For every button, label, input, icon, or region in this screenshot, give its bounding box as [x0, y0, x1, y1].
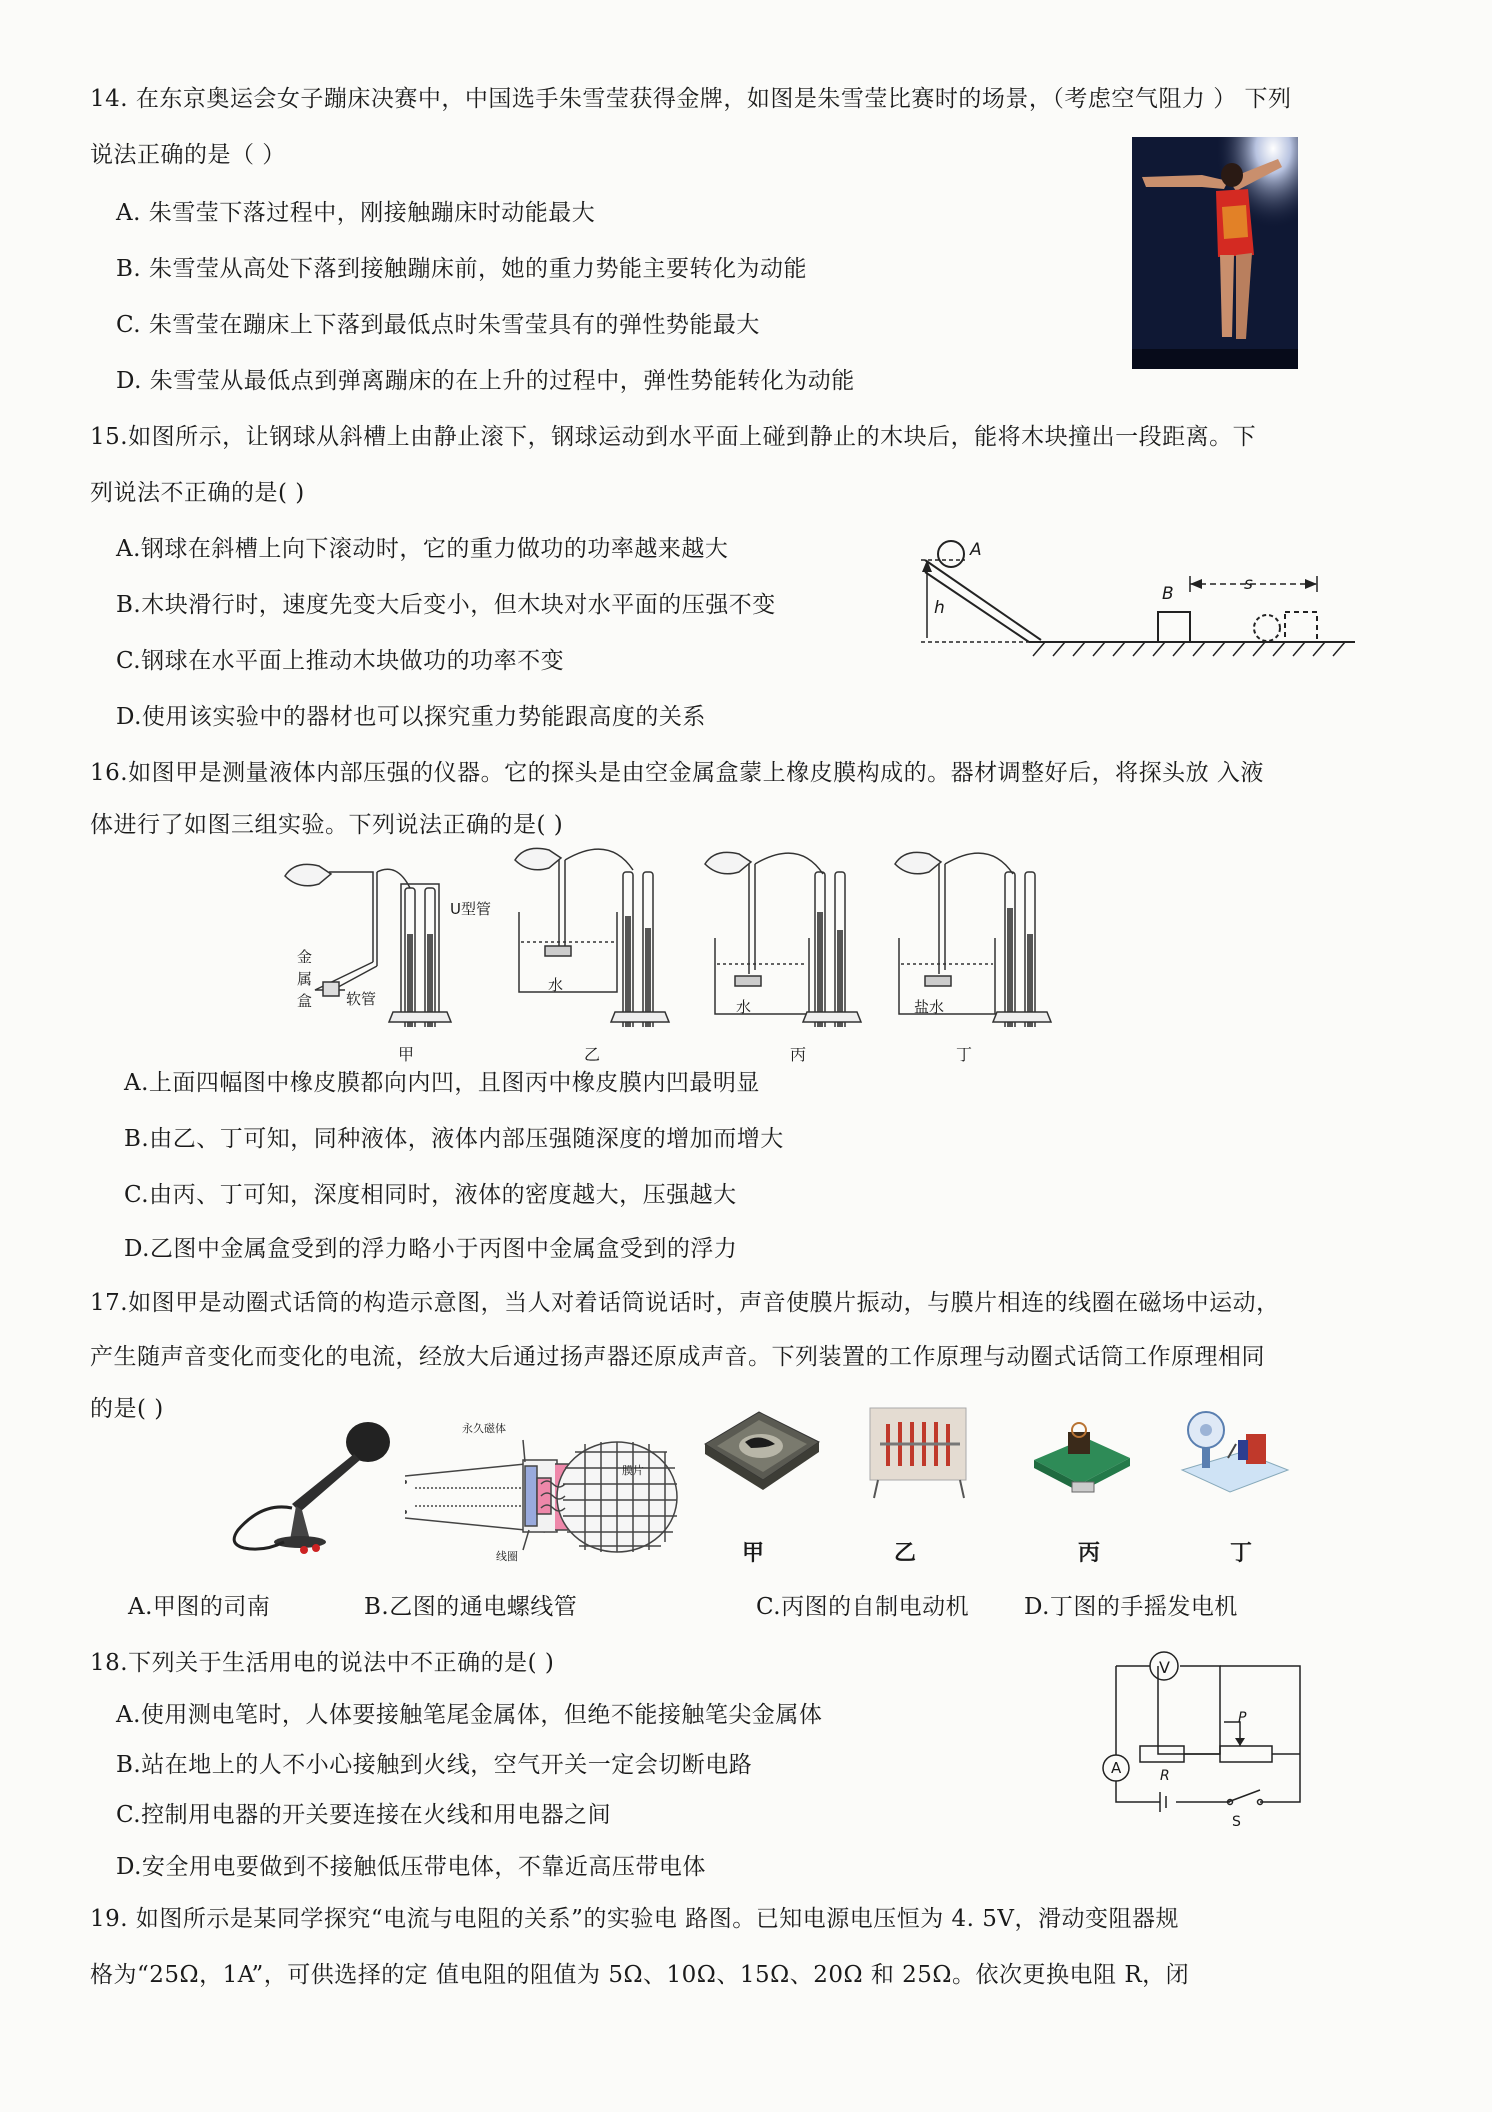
slider-label: P	[1238, 1710, 1247, 1726]
ball-label: A	[970, 540, 982, 560]
q18-option-a: A.使用测电笔时，人体要接触笔尾金属体，但绝不能接触笔尖金属体	[116, 1702, 823, 1728]
q17-stem-line3: 的是( )	[90, 1396, 164, 1422]
microphone-photo	[220, 1420, 400, 1560]
voltmeter-label: V	[1159, 1658, 1170, 1677]
q17-option-a: A.甲图的司南	[128, 1594, 271, 1620]
water-label-bing: 水	[736, 998, 752, 1016]
dynamic-mic-structure-diagram	[405, 1422, 685, 1562]
q18-option-d: D.安全用电要做到不接触低压带电体，不靠近高压带电体	[116, 1854, 706, 1880]
figure-caption-yi: 乙	[584, 1045, 601, 1064]
q19-stem-line2: 格为“25Ω，1A”，可供选择的定 值电阻的阻值为 5Ω、10Ω、15Ω、20Ω 和 25Ω。依次更换电阻 R，闭	[90, 1962, 1190, 1988]
q15-option-a: A.钢球在斜槽上向下滚动时，它的重力做功的功率越来越大	[116, 536, 729, 562]
q17-caption-yi: 乙	[894, 1541, 917, 1566]
q16-option-a: A.上面四幅图中橡皮膜都向内凹，且图丙中橡皮膜内凹最明显	[124, 1070, 760, 1096]
distance-label: s	[1244, 574, 1253, 594]
ammeter-label: A	[1111, 1759, 1122, 1777]
q16-option-d: D.乙图中金属盒受到的浮力略小于丙图中金属盒受到的浮力	[124, 1236, 738, 1262]
q14-stem-line1: 14. 在东京奥运会女子蹦床决赛中，中国选手朱雪莹获得金牌，如图是朱雪莹比赛时的场景，（考虑空气阻力 ） 下列	[90, 86, 1292, 112]
q18-option-b: B.站在地上的人不小心接触到火线，空气开关一定会切断电路	[116, 1752, 753, 1778]
q14-stem-line2: 说法正确的是（ ）	[90, 142, 286, 168]
q16-stem-line2: 体进行了如图三组实验。下列说法正确的是( )	[90, 812, 564, 838]
water-label-yi: 水	[548, 976, 564, 994]
height-label: h	[934, 598, 945, 618]
saltwater-label: 盐水	[914, 998, 945, 1016]
q19-stem-line1: 19. 如图所示是某同学探究“电流与电阻的关系”的实验电 路图。已知电源电压恒为 4. 5V，滑动变阻器规	[90, 1906, 1180, 1932]
q17-option-b: B.乙图的通电螺线管	[364, 1594, 578, 1620]
hand-crank-generator-image	[1172, 1400, 1292, 1500]
q17-option-c: C.丙图的自制电动机	[756, 1594, 970, 1620]
q15-stem-line1: 15.如图所示，让钢球从斜槽上由静止滚下，钢球运动到水平面上碰到静止的木块后，能将木块撞出一段距离。下	[90, 424, 1257, 450]
q14-option-a: A. 朱雪莹下落过程中，刚接触蹦床时动能最大	[116, 200, 596, 226]
q16-option-c: C.由丙、丁可知，深度相同时，液体的密度越大，压强越大	[124, 1182, 737, 1208]
q15-option-d: D.使用该实验中的器材也可以探究重力势能跟高度的关系	[116, 704, 706, 730]
q17-caption-ding: 丁	[1230, 1541, 1253, 1566]
compass-sinan-image	[695, 1402, 825, 1502]
metal-box-label-1: 金	[297, 948, 313, 966]
q15-option-b: B.木块滑行时，速度先变大后变小，但木块对水平面的压强不变	[116, 592, 776, 618]
magnet-label: 永久磁体	[462, 1422, 506, 1435]
q18-stem: 18.下列关于生活用电的说法中不正确的是( )	[90, 1650, 555, 1676]
metal-box-label-2: 属	[297, 970, 313, 988]
circuit-diagram	[1100, 1642, 1320, 1842]
q14-option-c: C. 朱雪莹在蹦床上下落到最低点时朱雪莹具有的弹性势能最大	[116, 312, 760, 338]
q14-option-b: B. 朱雪莹从高处下落到接触蹦床前，她的重力势能主要转化为动能	[116, 256, 808, 282]
q17-caption-jia: 甲	[742, 1541, 765, 1566]
q16-stem-line1: 16.如图甲是测量液体内部压强的仪器。它的探头是由空金属盒蒙上橡皮膜构成的。器材调整好后，将探头放 入液	[90, 760, 1264, 786]
q17-stem-line2: 产生随声音变化而变化的电流，经放大后通过扬声器还原成声音。下列装置的工作原理与动圈式话筒工作原理相同	[90, 1344, 1265, 1370]
metal-box-label-3: 盒	[297, 992, 313, 1010]
solenoid-image	[864, 1402, 974, 1502]
figure-caption-ding: 丁	[956, 1045, 973, 1064]
q17-caption-bing: 丙	[1078, 1541, 1101, 1566]
hose-label: 软管	[346, 990, 377, 1008]
q15-option-c: C.钢球在水平面上推动木块做功的功率不变	[116, 648, 565, 674]
figure-caption-bing: 丙	[790, 1045, 807, 1064]
u-tube-label: U型管	[450, 900, 491, 918]
diaphragm-label: 膜片	[622, 1464, 644, 1477]
q17-stem-line1: 17.如图甲是动圈式话筒的构造示意图，当人对着话筒说话时，声音使膜片振动，与膜片相连的线圈在磁场中运动，	[90, 1290, 1280, 1316]
q16-option-b: B.由乙、丁可知，同种液体，液体内部压强随深度的增加而增大	[124, 1126, 784, 1152]
homemade-motor-image	[1026, 1410, 1136, 1500]
coil-label: 线圈	[496, 1550, 518, 1563]
trampoline-photo	[1132, 137, 1298, 369]
q17-option-d: D.丁图的手摇发电机	[1024, 1594, 1238, 1620]
switch-label: S	[1232, 1814, 1241, 1830]
q18-option-c: C.控制用电器的开关要连接在火线和用电器之间	[116, 1802, 612, 1828]
block-label: B	[1162, 584, 1174, 604]
resistor-label: R	[1160, 1768, 1170, 1784]
figure-caption-jia: 甲	[398, 1045, 415, 1064]
q14-option-d: D. 朱雪莹从最低点到弹离蹦床的在上升的过程中，弹性势能转化为动能	[116, 368, 855, 394]
q15-stem-line2: 列说法不正确的是( )	[90, 480, 305, 506]
